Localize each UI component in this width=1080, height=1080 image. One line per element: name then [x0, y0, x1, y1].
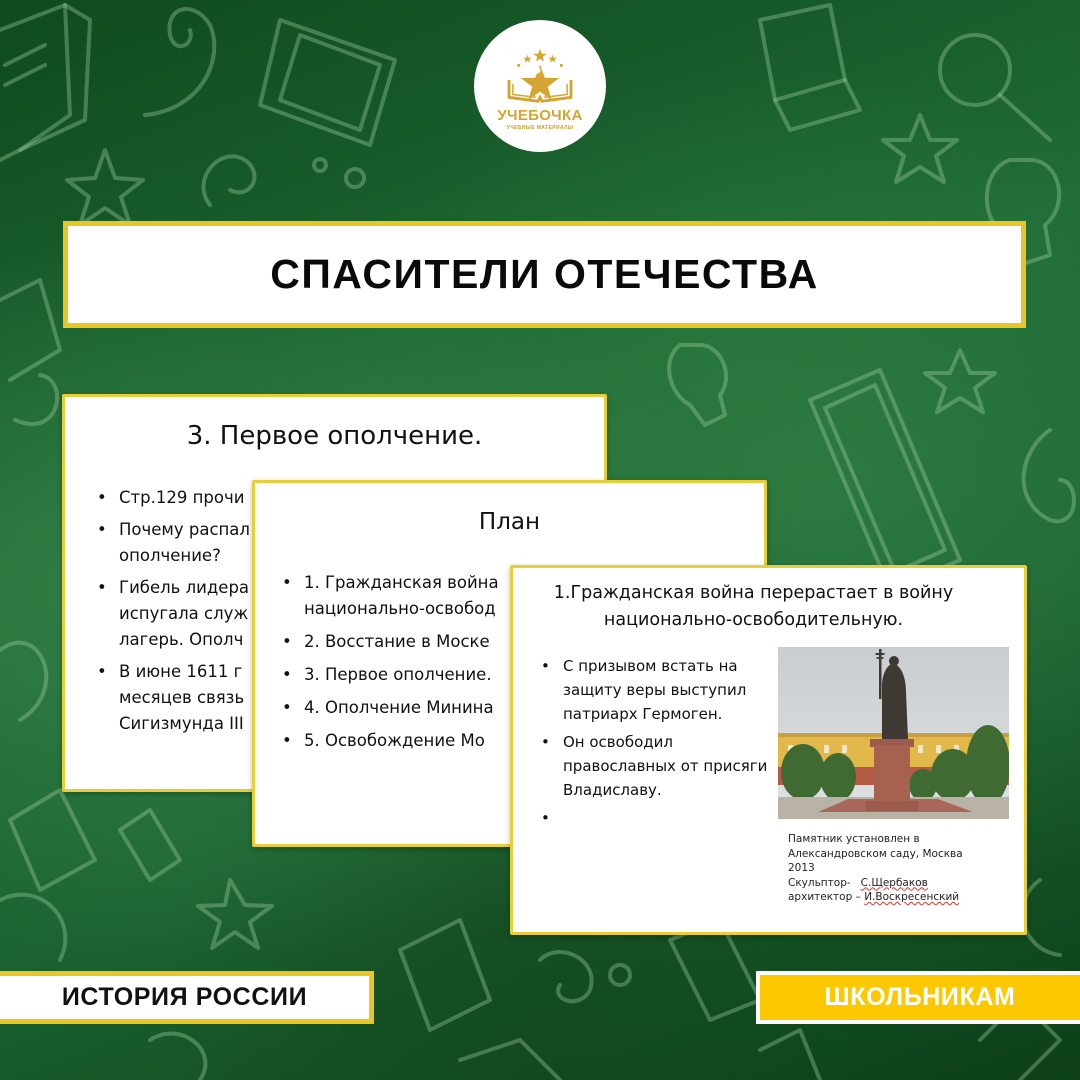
subject-label-text: ИСТОРИЯ РОССИИ — [61, 983, 308, 1011]
list-item: • В июне 1611 г месяцев связь Сигизмунда III — [119, 659, 607, 737]
list-item: • Почему распал ополчение? — [119, 517, 607, 569]
audience-label — [756, 971, 1080, 1024]
logo-name: УЧЕБОЧКА — [497, 107, 583, 124]
list-item-empty — [563, 806, 783, 830]
logo-subtitle: УЧЕБНЫЕ МАТЕРИАЛЫ — [506, 125, 574, 131]
page-title: СПАСИТЕЛИ ОТЕЧЕСТВА — [270, 251, 819, 297]
monument-photo — [778, 647, 1009, 819]
slide-bullet-list — [563, 654, 783, 834]
list-item: • 1. Гражданская война национально-освобод — [304, 570, 767, 622]
slide-title: 1.Гражданская война перерастает в войну национально-освободительную. — [553, 583, 954, 630]
list-item: • Гибель лидера испугала служ лагерь. Ополч — [119, 575, 607, 653]
star-icon — [67, 150, 143, 225]
book-icon — [0, 5, 90, 160]
architect-name: И.Воскресенский — [864, 891, 960, 903]
list-item: • Он освободил православных от присяги Владиславу. — [563, 730, 783, 802]
audience-label-text: ШКОЛЬНИКАМ — [824, 983, 1016, 1011]
tablet-icon — [260, 20, 395, 145]
list-item: • С призывом встать на защиту веры выступил патриарх Гермоген. — [563, 654, 783, 726]
logo — [474, 20, 606, 152]
list-item: • 5. Освобождение Мо — [304, 728, 767, 754]
title-banner — [63, 221, 1026, 328]
slide-title: План — [478, 509, 541, 535]
slide-title: 3. Первое ополчение. — [186, 421, 483, 451]
list-item: • 4. Ополчение Минина — [304, 695, 767, 721]
list-item: • 3. Первое ополчение. — [304, 662, 767, 688]
list-item: • Стр.129 прочи — [119, 485, 607, 511]
subject-label — [0, 971, 374, 1024]
spiral-icon — [145, 9, 214, 115]
list-item: • 2. Восстание в Моске — [304, 629, 767, 655]
sculptor-name: С.Щербаков — [860, 876, 928, 889]
star-book-logo-icon — [501, 47, 579, 109]
photo-caption: Памятник установлен в Александровском саду, Москва 2013 Скульптор- С.Щербаков архитектор – И.Воскресенский — [788, 833, 963, 903]
slide-civil-war — [510, 565, 1027, 935]
